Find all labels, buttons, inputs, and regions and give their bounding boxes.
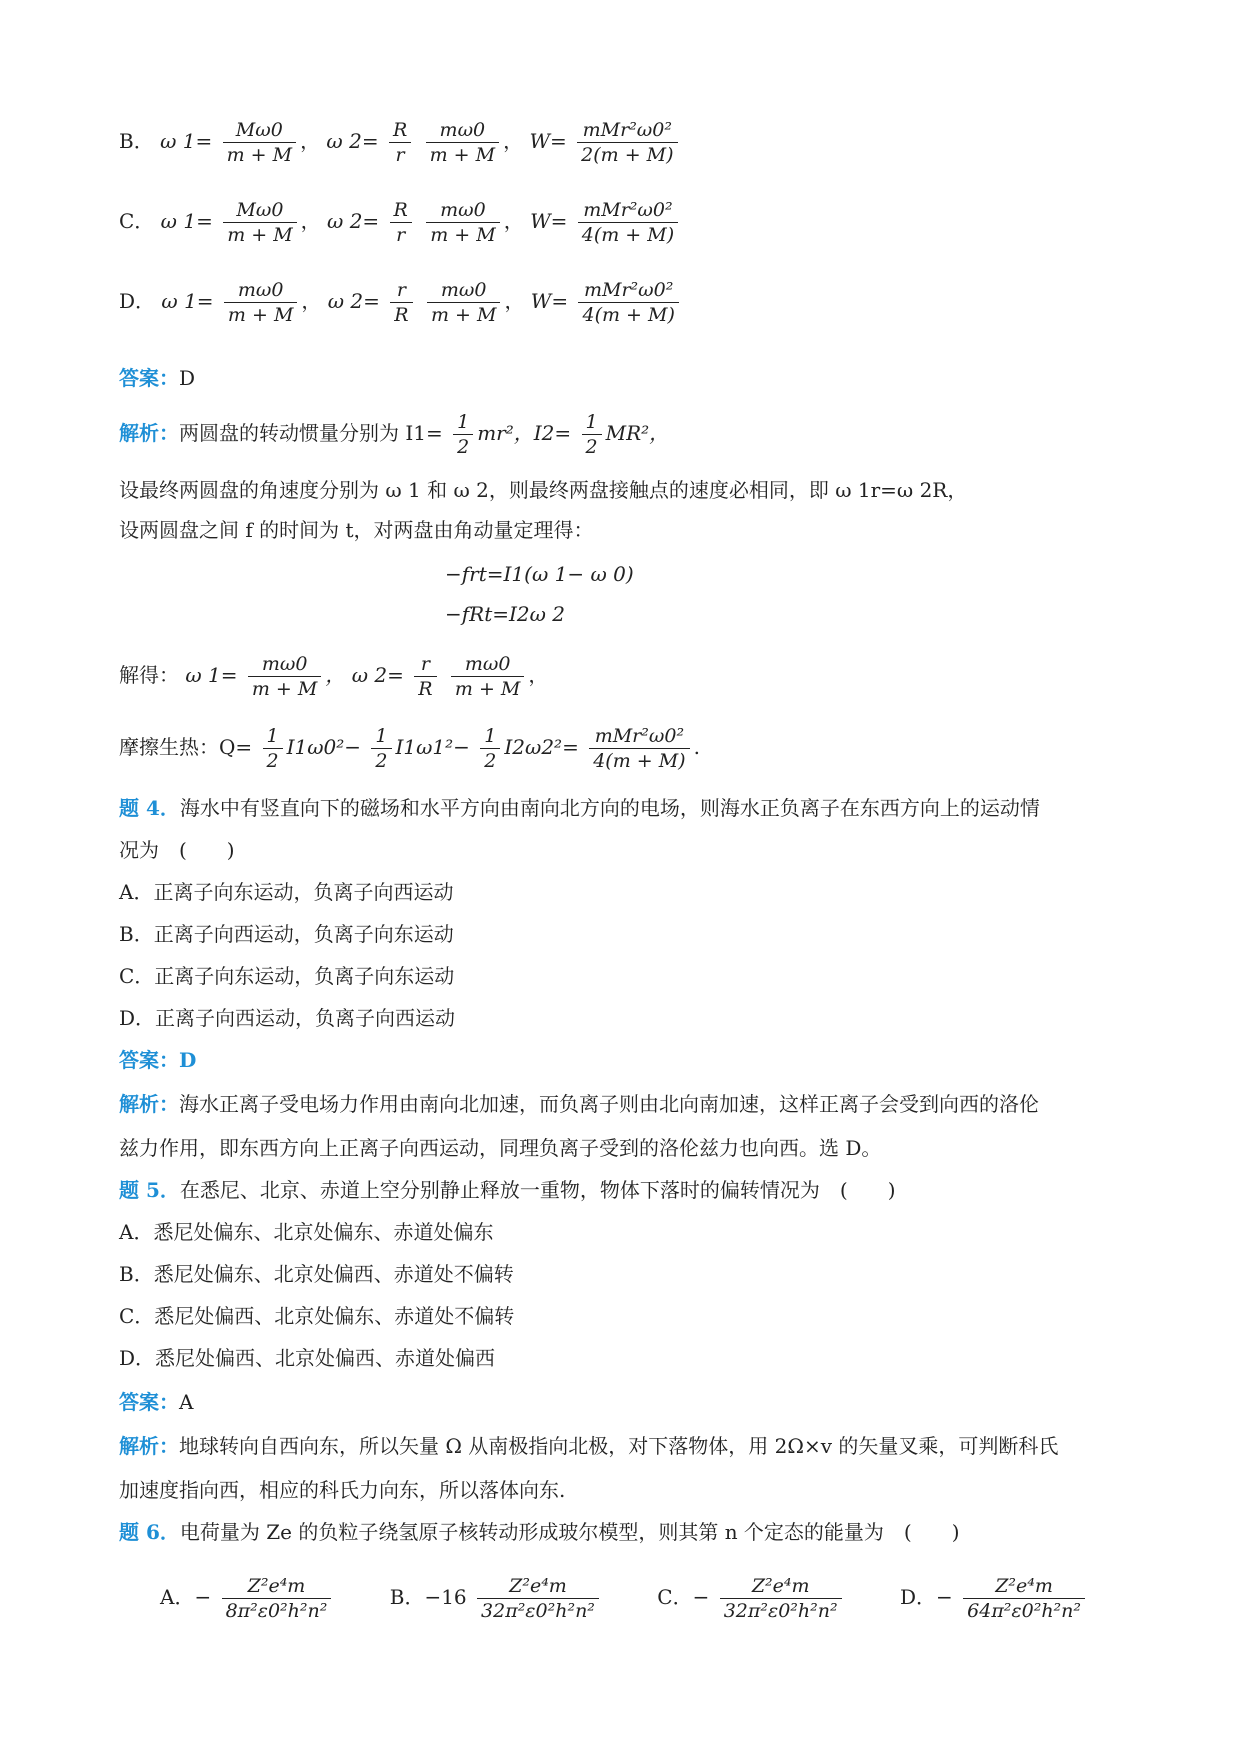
q6-option-a: A．− $\frac{\text{Z²e⁴m}}{\text{8π²ε0²h²n²}}$ (160, 1574, 335, 1623)
q4-answer: 答案：D (119, 1048, 197, 1072)
fraction: $\frac{1}{2}$ (263, 724, 283, 773)
fraction: $\frac{R}{r}$ (390, 198, 412, 247)
fraction: $\frac{m\omega 0}{m + M}$ (224, 278, 297, 327)
q6-option-c: C．− $\frac{\text{Z²e⁴m}}{\text{32π²ε0²h²n²}}$ (657, 1574, 845, 1623)
q4-option-a: A．正离子向东运动，负离子向西运动 (119, 880, 454, 904)
q3-analysis-line1: 解析：两圆盘的转动惯量分别为 I1= $\frac{1}{2}$ mr²，I2= $\frac{1}{2}$ MR²， (119, 411, 670, 458)
fraction: $\frac{r}{R}$ (390, 278, 412, 327)
q3-friction-heat: 摩擦生热：Q= $\frac{1}{2}$ I1ω0²− $\frac{1}{2}$ I1ω1²− $\frac{1}{2}$ I2ω2²= $\frac{\text{mMr²ω0²}}{4(m + M)}$ . (119, 725, 700, 772)
fraction: $\frac{m\omega 0}{m + M}$ (248, 652, 321, 701)
q3-analysis-line3: 设两圆盘之间 f 的时间为 t，对两盘由角动量定理得： (119, 518, 594, 542)
q4-stem-line1: 题 4．海水中有竖直向下的磁场和水平方向由南向北方向的电场，则海水正负离子在东西方向上的运动情 (119, 796, 1040, 820)
q5-option-b: B．悉尼处偏东、北京处偏西、赤道处不偏转 (119, 1262, 514, 1286)
q3-equation-2: −fRt=I2ω 2 (445, 602, 566, 626)
q3-analysis-line2: 设最终两圆盘的角速度分别为 ω 1 和 ω 2，则最终两盘接触点的速度必相同，即 ω 1r=ω 2R， (119, 478, 968, 502)
fraction: $\frac{\text{mMr²ω0²}}{4(m + M)}$ (578, 278, 678, 327)
q4-option-b: B．正离子向西运动，负离子向东运动 (119, 922, 454, 946)
q3-option-c: C． ω 1= $\frac{M\omega 0}{m + M}$ ， ω 2= $\frac{R}{r}$ $\frac{m\omega 0}{m + M}$ ， W= $\frac{\text{mMr²ω0²}}{4(m + M)}$ (119, 198, 682, 247)
q6-option-d: D．− $\frac{\text{Z²e⁴m}}{\text{64π²ε0²h²n²}}$ (900, 1574, 1089, 1623)
q4-analysis-line1: 解析：海水正离子受电场力作用由南向北加速，而负离子则由北向南加速，这样正离子会受到向西的洛伦 (119, 1092, 1039, 1116)
q3-answer: 答案：D (119, 366, 196, 390)
fraction: $\frac{m\omega 0}{m + M}$ (426, 198, 499, 247)
fraction: $\frac{\text{mMr²ω0²}}{4(m + M)}$ (589, 724, 689, 773)
q6-stem: 题 6．电荷量为 Ze 的负粒子绕氢原子核转动形成玻尔模型，则其第 n 个定态的能量为 ( ) (119, 1520, 960, 1544)
q4-analysis-line2: 兹力作用，即东西方向上正离子向西运动，同理负离子受到的洛伦兹力也向西。选 D。 (119, 1136, 882, 1160)
q5-option-d: D．悉尼处偏西、北京处偏西、赤道处偏西 (119, 1346, 496, 1370)
fraction: $\frac{\text{Z²e⁴m}}{\text{64π²ε0²h²n²}}$ (963, 1574, 1085, 1623)
q5-option-a: A．悉尼处偏东、北京处偏东、赤道处偏东 (119, 1220, 494, 1244)
q3-option-d: D． ω 1= $\frac{m\omega 0}{m + M}$ ， ω 2= $\frac{r}{R}$ $\frac{m\omega 0}{m + M}$ ， W= $\frac{\text{mMr²ω0²}}{4(m + M)}$ (119, 278, 683, 327)
fraction: $\frac{r}{R}$ (414, 652, 436, 701)
fraction: $\frac{M\omega 0}{m + M}$ (223, 118, 296, 167)
q5-answer: 答案：A (119, 1390, 194, 1414)
fraction: $\frac{1}{2}$ (453, 410, 473, 459)
q5-stem: 题 5．在悉尼、北京、赤道上空分别静止释放一重物，物体下落时的偏转情况为 ( ) (119, 1178, 896, 1202)
q6-option-b: B．−16 $\frac{\text{Z²e⁴m}}{\text{32π²ε0²h²n²}}$ (390, 1574, 603, 1623)
fraction: $\frac{m\omega 0}{m + M}$ (451, 652, 524, 701)
fraction: $\frac{1}{2}$ (371, 724, 391, 773)
fraction: $\frac{\text{mMr²ω0²}}{4(m + M)}$ (578, 198, 678, 247)
fraction: $\frac{m\omega 0}{m + M}$ (426, 118, 499, 167)
fraction: $\frac{R}{r}$ (389, 118, 411, 167)
q4-option-d: D．正离子向西运动，负离子向西运动 (119, 1006, 456, 1030)
q5-option-c: C．悉尼处偏西、北京处偏东、赤道处不偏转 (119, 1304, 515, 1328)
q5-analysis-line1: 解析：地球转向自西向东，所以矢量 Ω 从南极指向北极，对下落物体，用 2Ω×v 的矢量叉乘，可判断科氏 (119, 1434, 1059, 1458)
fraction: $\frac{M\omega 0}{m + M}$ (223, 198, 296, 247)
fraction: $\frac{\text{Z²e⁴m}}{\text{8π²ε0²h²n²}}$ (222, 1574, 332, 1623)
fraction: $\frac{1}{2}$ (480, 724, 500, 773)
q3-option-b: B． ω 1= $\frac{M\omega 0}{m + M}$ ， ω 2= $\frac{R}{r}$ $\frac{m\omega 0}{m + M}$ ， W= $\frac{\text{mMr²ω0²}}{2(m + M)}$ (119, 118, 682, 167)
q4-option-c: C．正离子向东运动，负离子向东运动 (119, 964, 455, 988)
q3-equation-1: −frt=I1(ω 1− ω 0) (445, 562, 634, 586)
fraction: $\frac{\text{Z²e⁴m}}{\text{32π²ε0²h²n²}}$ (477, 1574, 599, 1623)
fraction: $\frac{m\omega 0}{m + M}$ (427, 278, 500, 327)
fraction: $\frac{\text{mMr²ω0²}}{2(m + M)}$ (577, 118, 677, 167)
q6-options (160, 1574, 1137, 1623)
q3-solution: 解得： ω 1= $\frac{m\omega 0}{m + M}$ ， ω 2= $\frac{r}{R}$ $\frac{m\omega 0}{m + M}$ ， (119, 653, 549, 700)
fraction: $\frac{1}{2}$ (582, 410, 602, 459)
q4-stem-line2: 况为 ( ) (119, 838, 235, 862)
fraction: $\frac{\text{Z²e⁴m}}{\text{32π²ε0²h²n²}}$ (720, 1574, 842, 1623)
q5-analysis-line2: 加速度指向西，相应的科氏力向东，所以落体向东. (119, 1478, 566, 1502)
